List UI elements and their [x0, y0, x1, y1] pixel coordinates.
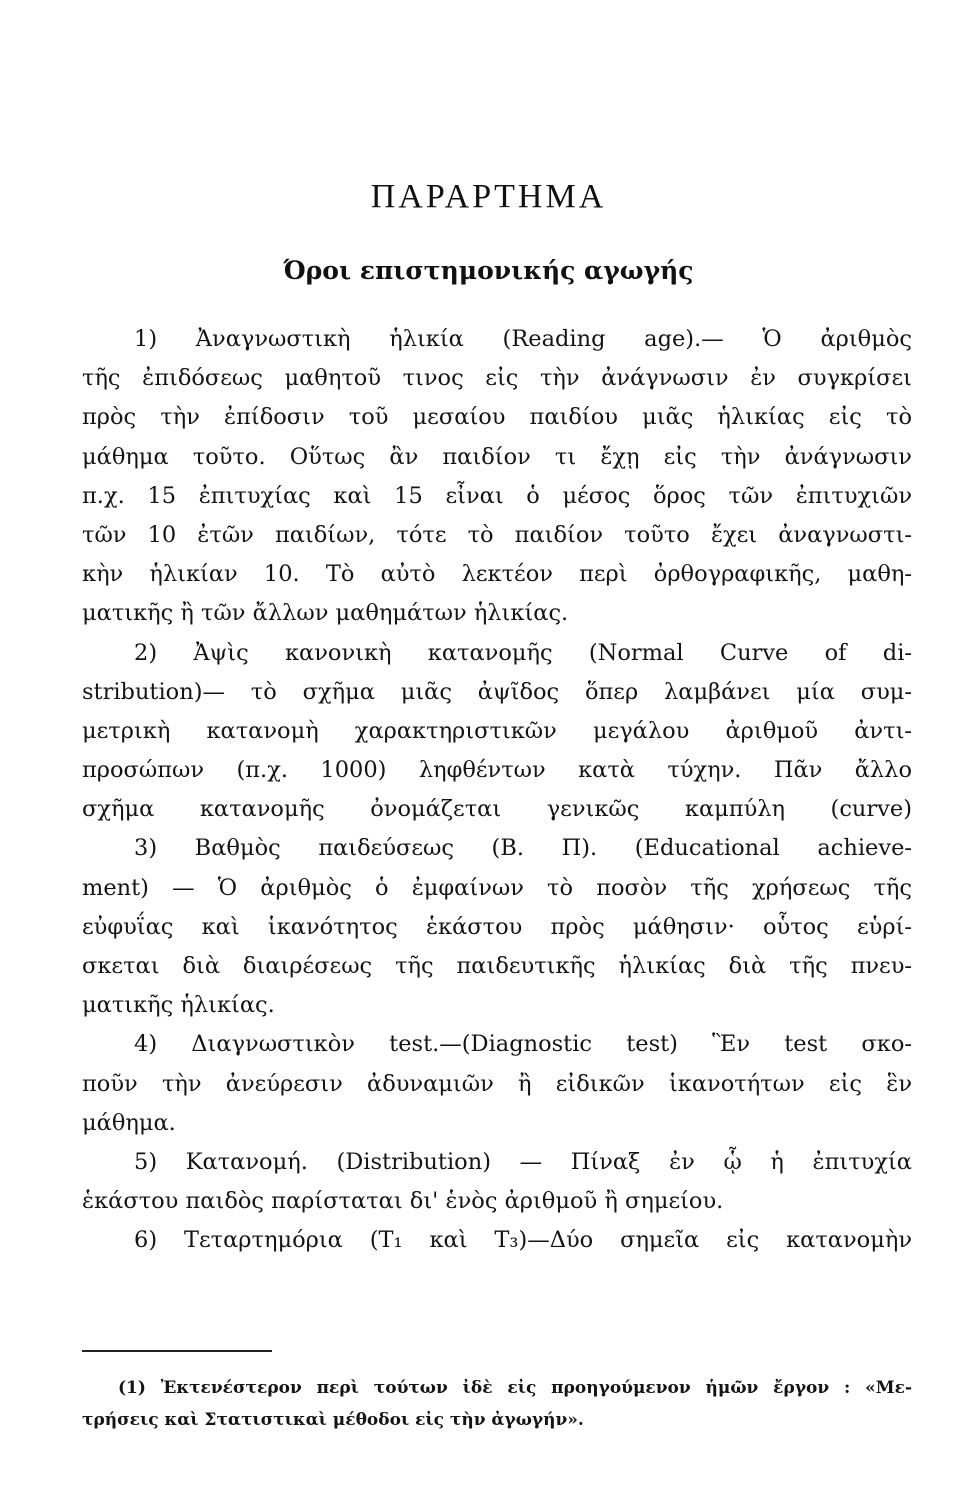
text-line: μάθημα τοῦτο. Οὕτως ἂν παιδίον τι ἔχῃ εἰς τὴν ἀνάγνωσιν	[82, 443, 912, 470]
text-line: ἑκάστου παιδὸς παρίσταται δι' ἑνὸς ἀριθμοῦ ἢ σημείου.	[82, 1188, 724, 1215]
footnote-line: τρήσεις καὶ Στατιστικαὶ μέθοδοι εἰς τὴν ἀγωγήν».	[82, 1410, 584, 1430]
text-line: 3) Βαθμὸς παιδεύσεως (Β. Π). (Educational achieve-	[134, 835, 912, 862]
text-line: 2) Ἀψὶς κανονικὴ κατανομῆς (Normal Curve of di-	[134, 639, 912, 666]
text-line: 5) Κατανομή. (Distribution) — Πίναξ ἐν ᾧ ἡ ἐπιτυχία	[134, 1148, 912, 1175]
text-line: ματικῆς ἡλικίας.	[82, 992, 275, 1019]
text-line: π.χ. 15 ἐπιτυχίας καὶ 15 εἶναι ὁ μέσος ὅρος τῶν ἐπιτυχιῶν	[82, 482, 912, 509]
text-line: εὐφυΐας καὶ ἱκανότητος ἑκάστου πρὸς μάθησιν· οὗτος εὑρί-	[82, 913, 912, 940]
text-line: 1) Ἀναγνωστικὴ ἡλικία (Reading age).— Ὁ ἀριθμὸς	[134, 326, 912, 352]
section-title: Όροι επιστημονικής αγωγής	[283, 256, 694, 285]
text-line: 6) Τεταρτημόρια (Τ₁ καὶ Τ₃)—Δύο σημεῖα εἰς κατανομὴν	[134, 1227, 912, 1254]
footnote-divider	[82, 1350, 272, 1352]
text-line: ment) — Ὁ ἀριθμὸς ὁ ἐμφαίνων τὸ ποσὸν τῆς χρήσεως τῆς	[82, 874, 912, 901]
chapter-title: ΠΑΡΑΡΤΗΜΑ	[370, 178, 607, 215]
text-line: ματικῆς ἢ τῶν ἄλλων μαθημάτων ἡλικίας.	[82, 600, 569, 627]
text-line: τῆς ἐπιδόσεως μαθητοῦ τινος εἰς τὴν ἀνάγνωσιν ἐν συγκρίσει	[82, 365, 912, 392]
text-line: κὴν ἡλικίαν 10. Τὸ αὐτὸ λεκτέον περὶ ὀρθογραφικῆς, μαθη-	[82, 561, 912, 588]
text-line: σχῆμα κατανομῆς ὀνομάζεται γενικῶς καμπύλη (curve)	[82, 796, 912, 823]
text-line: 4) Διαγνωστικὸν test.—(Diagnostic test) Ἓν test σκο-	[134, 1031, 912, 1058]
text-line: μετρικὴ κατανομὴ χαρακτηριστικῶν μεγάλου ἀριθμοῦ ἀντι-	[82, 717, 912, 744]
text-line: σκεται διὰ διαιρέσεως τῆς παιδευτικῆς ἡλικίας διὰ τῆς πνευ-	[82, 953, 912, 979]
body-text	[82, 320, 912, 1261]
text-line: μάθημα.	[82, 1109, 176, 1136]
text-line: πρὸς τὴν ἐπίδοσιν τοῦ μεσαίου παιδίου μιᾶς ἡλικίας εἰς τὸ	[82, 404, 912, 431]
text-line: προσώπων (π.χ. 1000) ληφθέντων κατὰ τύχην. Πᾶν ἄλλο	[82, 757, 912, 784]
footnote-line: (1) Ἐκτενέστερον περὶ τούτων ἰδὲ εἰς προηγούμενον ἡμῶν ἔργον : «Με-	[118, 1378, 912, 1398]
text-line: τῶν 10 ἐτῶν παιδίων, τότε τὸ παιδίον τοῦτο ἔχει ἀναγνωστι-	[82, 521, 912, 548]
footnote	[82, 1372, 912, 1436]
text-line: ποῦν τὴν ἀνεύρεσιν ἀδυναμιῶν ἢ εἰδικῶν ἱκανοτήτων εἰς ἓν	[82, 1070, 912, 1097]
text-line: stribution)— τὸ σχῆμα μιᾶς ἀψῖδος ὅπερ λαμβάνει μία συμ-	[82, 678, 912, 705]
